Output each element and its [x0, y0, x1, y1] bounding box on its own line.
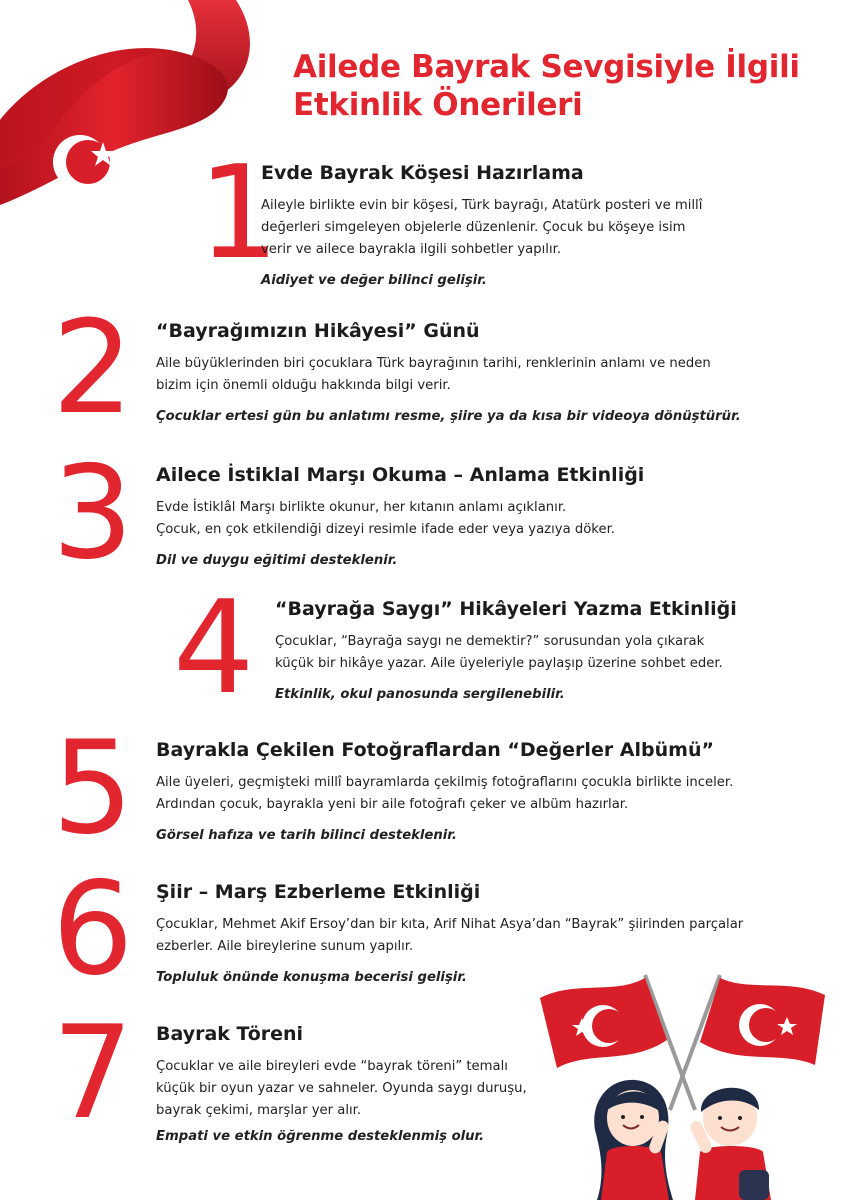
- activity-line: Çocuk, en çok etkilendiği dizeyi resimle ifade eder veya yazıya döker.: [156, 522, 615, 537]
- activity-item-2: [156, 319, 806, 428]
- activity-heading: Ailece İstiklal Marşı Okuma – Anlama Etkinliği: [156, 464, 645, 486]
- activity-line: bayrak çekimi, marşlar yer alır.: [156, 1103, 362, 1118]
- children-with-flags-illustration: [535, 970, 835, 1200]
- page-title: [293, 48, 833, 124]
- activity-line: Çocuklar, Mehmet Akif Ersoy’dan bir kıta, Arif Nihat Asya’dan “Bayrak” şiirinden parçalar: [156, 917, 744, 932]
- activity-line: küçük bir oyun yazar ve sahneler. Oyunda saygı duruşu,: [156, 1081, 527, 1096]
- activity-heading: Şiir – Marş Ezberleme Etkinliği: [156, 881, 481, 903]
- activity-heading: Bayrakla Çekilen Fotoğraflardan “Değerler Albümü”: [156, 739, 714, 761]
- item-number-6: 6: [52, 855, 130, 1004]
- activity-item-3: [156, 463, 806, 572]
- activity-item-5: [156, 738, 826, 847]
- activity-note: Empati ve etkin öğrenme desteklenmiş olur.: [156, 1129, 485, 1144]
- activity-line: değerleri simgeleyen objelerle düzenlenir. Çocuk bu köşeye isim: [261, 220, 686, 235]
- activity-item-7: [156, 1022, 576, 1148]
- activity-note: Etkinlik, okul panosunda sergilenebilir.: [275, 687, 565, 702]
- activity-line: Aile büyüklerinden biri çocuklara Türk bayrağının tarihi, renklerinin anlamı ve neden: [156, 356, 711, 371]
- activity-line: Aile üyeleri, geçmişteki millî bayramlarda çekilmiş fotoğraflarını çocukla birlikte inceler.: [156, 775, 734, 790]
- activity-note: Çocuklar ertesi gün bu anlatımı resme, şiire ya da kısa bir videoya dönüştürür.: [156, 409, 741, 424]
- activity-line: Evde İstiklâl Marşı birlikte okunur, her kıtanın anlamı açıklanır.: [156, 500, 567, 515]
- activity-line: küçük bir hikâye yazar. Aile üyeleriyle paylaşıp üzerine sohbet eder.: [275, 656, 723, 671]
- activity-note: Görsel hafıza ve tarih bilinci desteklenir.: [156, 828, 457, 843]
- activity-line: bizim için önemli olduğu hakkında bilgi verir.: [156, 378, 451, 393]
- item-number-5: 5: [52, 714, 130, 863]
- item-number-7: 7: [52, 999, 130, 1148]
- item-number-1: 1: [198, 139, 276, 288]
- activity-line: ezberler. Aile bireylerine sunum yapılır.: [156, 939, 414, 954]
- activity-heading: “Bayrağa Saygı” Hikâyeleri Yazma Etkinliği: [275, 598, 737, 620]
- activity-heading: Bayrak Töreni: [156, 1023, 304, 1045]
- activity-note: Aidiyet ve değer bilinci gelişir.: [261, 273, 487, 288]
- activity-item-1: [261, 161, 761, 292]
- activity-heading: Evde Bayrak Köşesi Hazırlama: [261, 162, 584, 184]
- activity-note: Dil ve duygu eğitimi desteklenir.: [156, 553, 398, 568]
- activity-line: Aileyle birlikte evin bir köşesi, Türk bayrağı, Atatürk posteri ve millî: [261, 198, 703, 213]
- activity-line: Ardından çocuk, bayrakla yeni bir aile fotoğrafı çeker ve albüm hazırlar.: [156, 797, 629, 812]
- activity-item-4: [275, 597, 815, 706]
- title-line-2: Etkinlik Önerileri: [293, 87, 583, 123]
- title-line-1: Ailede Bayrak Sevgisiyle İlgili: [293, 49, 800, 85]
- item-number-4: 4: [173, 574, 251, 723]
- item-number-2: 2: [52, 294, 130, 443]
- activity-line: Çocuklar, “Bayrağa saygı ne demektir?” sorusundan yola çıkarak: [275, 634, 705, 649]
- activity-line: verir ve ailece bayrakla ilgili sohbetler yapılır.: [261, 242, 562, 257]
- activity-heading: “Bayrağımızın Hikâyesi” Günü: [156, 320, 480, 342]
- item-number-3: 3: [52, 439, 130, 588]
- activity-note: Topluluk önünde konuşma becerisi gelişir.: [156, 970, 467, 985]
- activity-line: Çocuklar ve aile bireyleri evde “bayrak töreni” temalı: [156, 1059, 508, 1074]
